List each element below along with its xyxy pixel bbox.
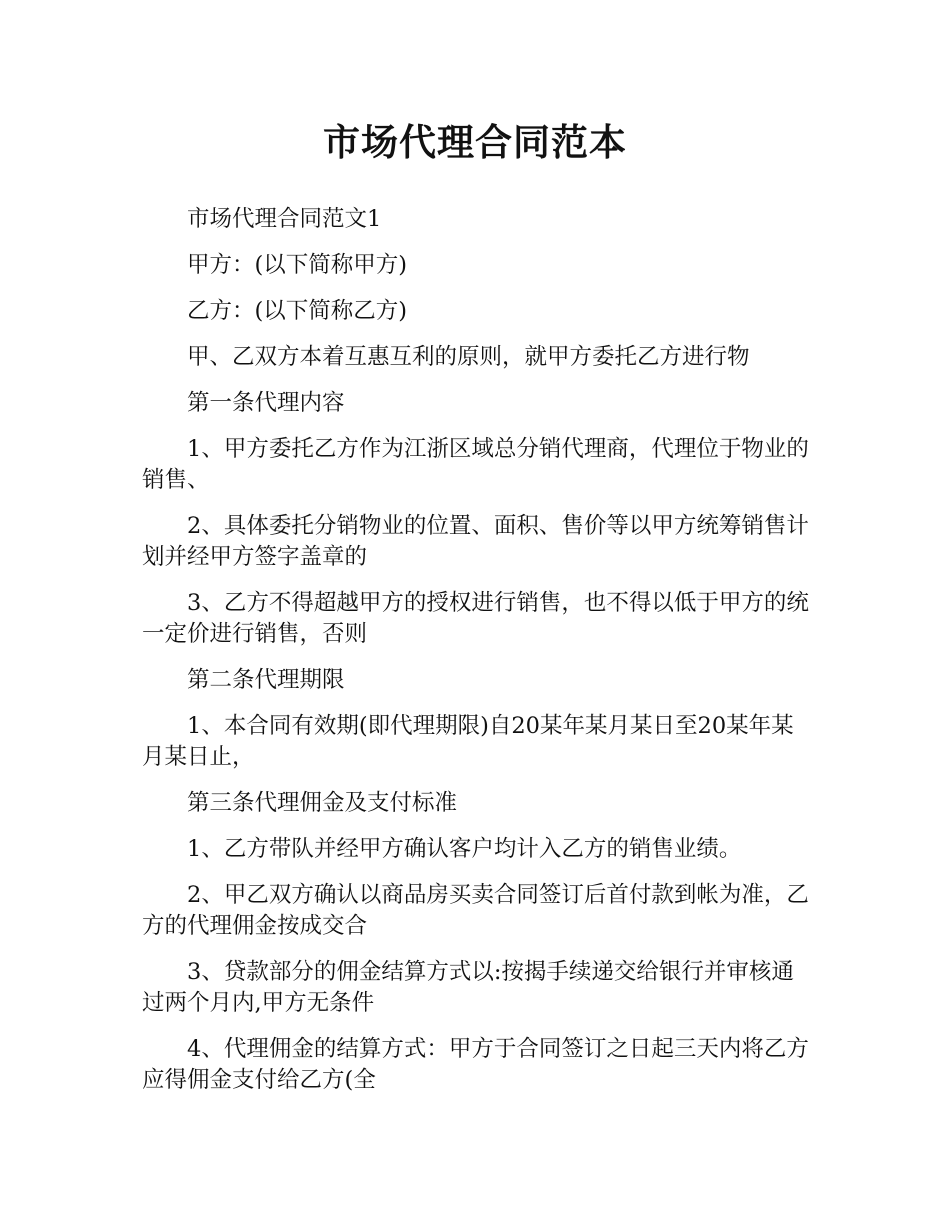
paragraph-article-1-item-1: 1、甲方委托乙方作为江浙区域总分销代理商，代理位于物业的销售、 bbox=[142, 436, 809, 493]
document-body bbox=[142, 204, 810, 1111]
paragraph-article-3-item-4: 4、代理佣金的结算方式：甲方于合同签订之日起三天内将乙方应得佣金支付给乙方(全 bbox=[142, 1036, 809, 1093]
paragraph-article-3-item-2: 2、甲乙双方确认以商品房买卖合同签订后首付款到帐为准，乙方的代理佣金按成交合 bbox=[142, 882, 809, 939]
paragraph-contract-heading: 市场代理合同范文1 bbox=[187, 206, 382, 232]
paragraph-article-1-item-3: 3、乙方不得超越甲方的授权进行销售，也不得以低于甲方的统一定价进行销售，否则 bbox=[142, 590, 809, 647]
paragraph-article-3-item-1: 1、乙方带队并经甲方确认客户均计入乙方的销售业绩。 bbox=[187, 836, 742, 862]
paragraph-party-a: 甲方：(以下简称甲方) bbox=[187, 252, 408, 278]
paragraph-preamble: 甲、乙双方本着互惠互利的原则，就甲方委托乙方进行物 bbox=[187, 344, 750, 370]
section-heading-article-2: 第二条代理期限 bbox=[187, 667, 345, 693]
section-heading-article-1: 第一条代理内容 bbox=[187, 390, 345, 416]
document-title: 市场代理合同范本 bbox=[323, 121, 627, 164]
paragraph-article-3-item-3: 3、贷款部分的佣金结算方式以:按揭手续递交给银行并审核通过两个月内,甲方无条件 bbox=[142, 959, 794, 1016]
paragraph-party-b: 乙方：(以下简称乙方) bbox=[187, 298, 408, 324]
section-heading-article-3: 第三条代理佣金及支付标准 bbox=[187, 790, 458, 816]
paragraph-article-1-item-2: 2、具体委托分销物业的位置、面积、售价等以甲方统筹销售计划并经甲方签字盖章的 bbox=[142, 513, 809, 570]
paragraph-article-2-item-1: 1、本合同有效期(即代理期限)自20某年某月某日至20某年某月某日止， bbox=[142, 713, 794, 770]
